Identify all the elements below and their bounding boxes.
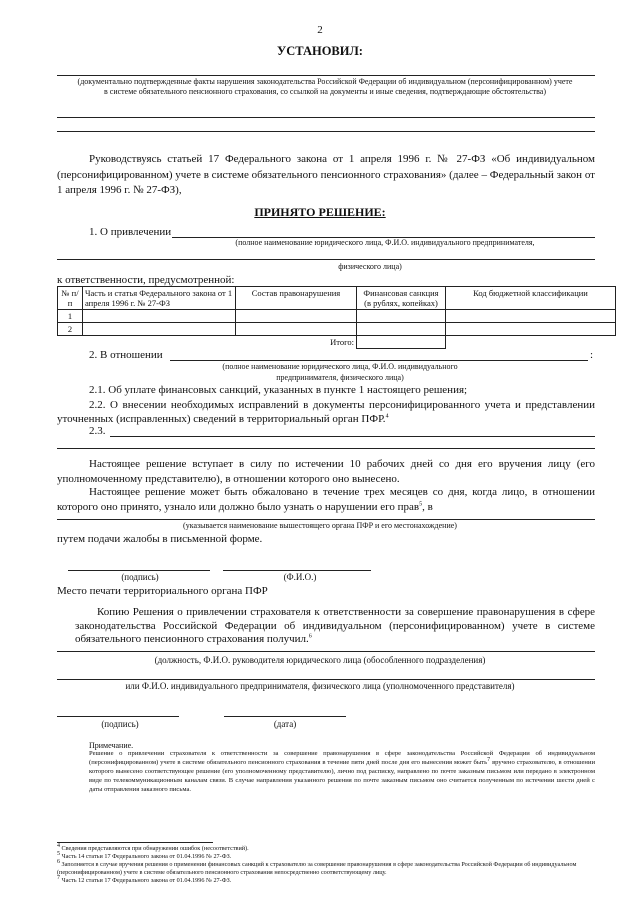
sign-line <box>68 570 210 571</box>
th-violation: Состав правонарушения <box>236 287 357 310</box>
heading-ustanovil: УСТАНОВИЛ: <box>277 44 363 58</box>
table-cell <box>446 310 616 323</box>
item2-caption2: предпринимателя, физического лица) <box>276 373 404 382</box>
item2-line3 <box>57 448 595 449</box>
total-value <box>357 336 446 349</box>
item1-caption2: физического лица) <box>338 262 402 271</box>
item1-line2 <box>57 259 595 260</box>
table-cell: 2 <box>58 323 83 336</box>
table-cell <box>357 310 446 323</box>
table-row <box>58 323 616 336</box>
or-caption: или Ф.И.О. индивидуального предпринимателя, физического лица (уполномоченного представителя) <box>125 681 515 691</box>
fio-caption: (Ф.И.О.) <box>283 572 317 582</box>
page-number: 2 <box>317 24 323 36</box>
recipient-sign-caption: (подпись) <box>101 719 139 729</box>
appeal-paragraph: Настоящее решение может быть обжаловано в течение трех месяцев со дня, когда лицо, в отношении которого оно принято, узнало или должно было узнать о нарушении его прав$^5$, в <box>57 486 595 513</box>
footnotes <box>57 842 597 885</box>
item2-label: 2. В отношении <box>89 349 163 361</box>
footnote-item: 4 Сведения представляются при обнаружении ошибок (несоответствий). <box>57 842 249 852</box>
table-cell: 1 <box>58 310 83 323</box>
blank-line-1 <box>57 117 595 118</box>
table-cell <box>236 323 357 336</box>
sanctions-table <box>57 286 616 349</box>
item2-sub1: 2.1. Об уплате финансовых санкций, указанных в пункте 1 настоящего решения; <box>89 384 468 396</box>
recipient-date-caption: (дата) <box>273 719 297 729</box>
footnote-separator <box>57 842 213 843</box>
position-line <box>57 651 595 652</box>
table-header-row <box>58 287 616 310</box>
recipient-date-line <box>224 716 346 717</box>
table-cell <box>446 323 616 336</box>
item1-caption1: (полное наименование юридического лица, Ф.И.О. индивидуального предпринимателя, <box>235 238 535 247</box>
table-cell <box>236 310 357 323</box>
facts-line <box>57 75 595 76</box>
note-text: Решение о привлечении страхователя к ответственности за совершение правонарушения в сфере законодательства Российской Федерации об индивидуальном (персонифицированном) учете в системе обязательного пенсионного страхования в течение пяти дней после дня его вынесения может быть7 вручено страхователю, в отношении которого вынесено соответствующее решение (его уполномоченному представителю), лично под расписку, направлено по почте заказным письмом или передано в электронном виде по телекоммуникационным каналам связи. В случае направления указанного решения по почте заказным письмом оно считается полученным по истечении шести дней с даты отправления заказного письма. <box>89 750 596 793</box>
item2-colon: : <box>590 349 594 361</box>
position-caption: (должность, Ф.И.О. руководителя юридического лица (обособленного подразделения) <box>154 655 486 665</box>
note-title: Примечание. <box>89 741 134 750</box>
footnote-item: 5 Часть 14 статьи 17 Федерального закона от 01.04.1996 № 27-ФЗ. <box>57 850 232 860</box>
effect-paragraph: Настоящее решение вступает в силу по истечении 10 рабочих дней со дня его вручения лицу (его уполномоченному представителю), в отношении которого оно вынесено. <box>57 458 595 485</box>
total-label: Итого: <box>58 336 357 349</box>
th-sanction: Финансовая санкция (в рублях, копейках) <box>357 287 446 310</box>
item2-line <box>170 360 588 361</box>
table-total-row <box>58 336 616 349</box>
table-cell <box>357 323 446 336</box>
guided-by-paragraph: Руководствуясь статьей 17 Федерального закона от 1 апреля 1996 г. № 27-ФЗ «Об индивидуальном (персонифицированном) учете в системе обязательного пенсионного страхования» (далее – Федеральный закон от 1 апреля 1996 г. № 27-ФЗ), <box>57 153 595 196</box>
footnote-item: 7 Часть 12 статьи 17 Федерального закона от 01.04.1996 № 27-ФЗ. <box>57 874 232 884</box>
sign-caption: (подпись) <box>121 572 159 582</box>
item2-sub3: 2.3. <box>89 425 106 437</box>
table-row <box>58 310 616 323</box>
recipient-sign-line <box>57 716 179 717</box>
item1-label: 1. О привлечении <box>89 226 172 238</box>
appeal-line <box>57 519 595 520</box>
item1-responsibility: к ответственности, предусмотренной: <box>57 274 235 286</box>
item2-caption1: (полное наименование юридического лица, Ф.И.О. индивидуального <box>222 362 458 371</box>
footnote-item: 6 Заполняется в случае вручения решения о применении финансовых санкций к страхователю за совершение правонарушения в сфере законодательства Российской Федерации об индивидуальном (персонифицированном) учете в системе обязательного пенсионного страхования непосредственно соответствующему лицу. <box>57 858 577 876</box>
fio-line <box>223 570 371 571</box>
item2-sub3-line <box>110 436 595 437</box>
appeal-caption: (указывается наименование вышестоящего органа ПФР и его местонахождение) <box>183 521 457 530</box>
stamp-place: Место печати территориального органа ПФР <box>57 585 268 597</box>
table-cell <box>83 310 236 323</box>
blank-line-2 <box>57 131 595 132</box>
th-num: № п/п <box>58 287 83 310</box>
table-cell <box>83 323 236 336</box>
copy-received-paragraph: Копию Решения о привлечении страхователя к ответственности за совершение правонарушения в сфере законодательства Российской Федерации об индивидуальном (персонифицированном) учете в системе обязательного пенсионного страхования получил.$^6$ <box>75 606 595 645</box>
th-budget-code: Код бюджетной классификации <box>446 287 616 310</box>
recipient-line <box>57 679 595 680</box>
total-empty <box>446 336 616 349</box>
appeal-way: путем подачи жалобы в письменной форме. <box>57 533 263 545</box>
th-article: Часть и статья Федерального закона от 1 апреля 1996 г. № 27-ФЗ <box>83 287 236 310</box>
facts-caption: (документально подтвержденные факты нарушения законодательства Российской Федерации об индивидуальном (персонифицированном) учете в системе обязательного пенсионного страхования, со ссылкой на документы и иные сведения, подтверждающие обстоятельства) <box>77 77 573 96</box>
item2-sub2: 2.2. О внесении необходимых исправлений в документы персонифицированного учета и представлении уточненных (исправленных) сведений в территориальный орган ПФР.$^4$ <box>57 399 595 425</box>
decision-heading: ПРИНЯТО РЕШЕНИЕ: <box>254 205 386 219</box>
